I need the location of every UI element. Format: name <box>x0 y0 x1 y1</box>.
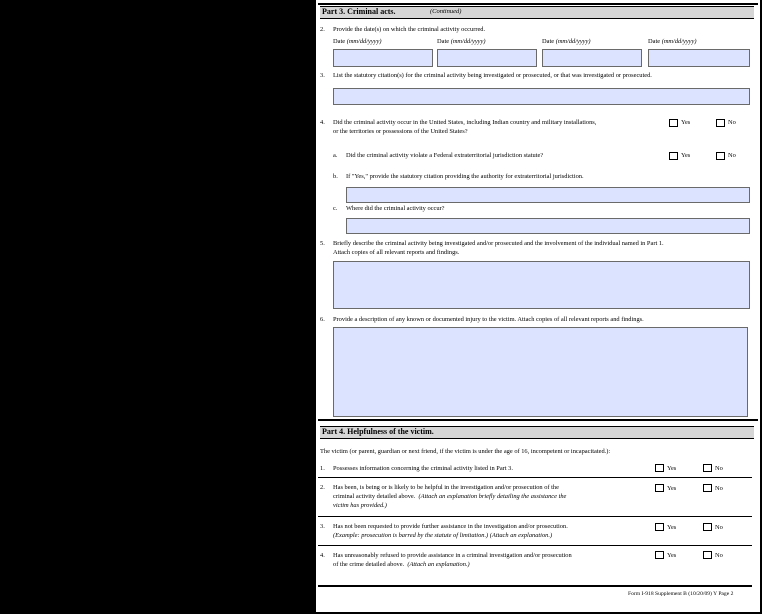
date-label-3: Date (mm/dd/yyyy) <box>542 38 591 45</box>
q3-text: List the statutory citation(s) for the criminal activity being investigated or prosecuted, or that was investigated or prosecuted. <box>333 72 652 79</box>
p4q4-no-label: No <box>715 552 723 559</box>
date-label-2: Date (mm/dd/yyyy) <box>437 38 486 45</box>
p4q3-no-label: No <box>715 524 723 531</box>
footer-rule <box>318 585 752 587</box>
p4q3-number: 3. <box>320 523 325 530</box>
p4q4-no-checkbox[interactable] <box>703 551 712 559</box>
q4-number: 4. <box>320 119 325 126</box>
p4-row-rule-1 <box>318 477 752 478</box>
p4q2-yes-label: Yes <box>667 485 677 492</box>
activity-location-field[interactable] <box>346 218 750 234</box>
date-field-3[interactable] <box>542 49 642 67</box>
q5-text-line1: Briefly describe the criminal activity being investigated and/or prosecuted and the involvement of the individual named in Part 1. <box>333 240 664 247</box>
q2-number: 2. <box>320 26 325 33</box>
date-field-2[interactable] <box>437 49 537 67</box>
p4q1-yes-checkbox[interactable] <box>655 464 664 472</box>
p4q2-yes-checkbox[interactable] <box>655 484 664 492</box>
p4q4-text-line2: of the crime detailed above. (Attach an explanation.) <box>333 561 470 568</box>
form-footer: Form I-918 Supplement B (10/20/09) Y Page 2 <box>628 591 734 597</box>
part3-title: Part 3. Criminal acts. <box>322 7 396 16</box>
q4-yes-checkbox[interactable] <box>669 119 678 127</box>
statutory-citation-field[interactable] <box>333 88 750 105</box>
p4q2-no-label: No <box>715 485 723 492</box>
part4-header <box>320 426 754 439</box>
q6-number: 6. <box>320 316 325 323</box>
p4q2-text-line1: Has been, is being or is likely to be helpful in the investigation and/or prosecution of the <box>333 484 559 491</box>
q4b-letter: b. <box>333 173 338 180</box>
q5-number: 5. <box>320 240 325 247</box>
p4q1-no-label: No <box>715 465 723 472</box>
p4-row-rule-2 <box>318 516 752 517</box>
q4a-yes-checkbox[interactable] <box>669 152 678 160</box>
date-field-4[interactable] <box>648 49 750 67</box>
q6-text: Provide a description of any known or documented injury to the victim. Attach copies of all relevant reports and findings. <box>333 316 644 323</box>
p4q2-no-checkbox[interactable] <box>703 484 712 492</box>
p4-row-rule-3 <box>318 545 752 546</box>
p4q3-text-line1: Has not been requested to provide further assistance in the investigation and/or prosecution. <box>333 523 568 530</box>
extraterritorial-citation-field[interactable] <box>346 187 750 203</box>
p4q4-yes-label: Yes <box>667 552 677 559</box>
date-field-1[interactable] <box>333 49 433 67</box>
part4-top-rule <box>318 419 758 421</box>
q4-text-line2: or the territories or possessions of the United States? <box>333 128 468 135</box>
p4q1-text: Possesses information concerning the criminal activity listed in Part 3. <box>333 465 513 472</box>
part3-top-rule <box>318 3 758 5</box>
q4b-text: If "Yes," provide the statutory citation providing the authority for extraterritorial jurisdiction. <box>346 173 584 180</box>
q4c-letter: c. <box>333 205 338 212</box>
q4a-no-label: No <box>728 152 736 159</box>
p4q4-number: 4. <box>320 552 325 559</box>
q5-text-line2: Attach copies of all relevant reports and findings. <box>333 249 460 256</box>
part4-intro: The victim (or parent, guardian or next friend, if the victim is under the age of 16, incompetent or incapacitated.): <box>320 448 611 455</box>
p4q3-yes-label: Yes <box>667 524 677 531</box>
p4q4-yes-checkbox[interactable] <box>655 551 664 559</box>
p4q3-no-checkbox[interactable] <box>703 523 712 531</box>
q2-text: Provide the date(s) on which the criminal activity occurred. <box>333 26 486 33</box>
date-label-1: Date (mm/dd/yyyy) <box>333 38 382 45</box>
q4a-text: Did the criminal activity violate a Federal extraterritorial jurisdiction statute? <box>346 152 544 159</box>
q4a-yes-label: Yes <box>681 152 691 159</box>
part4-title: Part 4. Helpfulness of the victim. <box>322 427 434 436</box>
q4a-no-checkbox[interactable] <box>716 152 725 160</box>
part3-header <box>320 6 754 19</box>
p4q4-text-line1: Has unreasonably refused to provide assistance in a criminal investigation and/or prosecution <box>333 552 572 559</box>
q3-number: 3. <box>320 72 325 79</box>
q4-text-line1: Did the criminal activity occur in the United States, including Indian country and military installations, <box>333 119 597 126</box>
p4q1-yes-label: Yes <box>667 465 677 472</box>
criminal-activity-description-field[interactable] <box>333 261 750 309</box>
date-label-4: Date (mm/dd/yyyy) <box>648 38 697 45</box>
p4q3-note: (Example: prosecution is barred by the statute of limitation.) (Attach an explanation.) <box>333 532 553 539</box>
p4q2-text-line2: criminal activity detailed above. (Attach an explanation briefly detailing the assistance the <box>333 493 567 500</box>
p4q3-yes-checkbox[interactable] <box>655 523 664 531</box>
p4q2-note-line2: victim has provided.) <box>333 502 387 509</box>
p4q1-no-checkbox[interactable] <box>703 464 712 472</box>
p4q1-number: 1. <box>320 465 325 472</box>
injury-description-field[interactable] <box>333 327 748 417</box>
p4q2-number: 2. <box>320 484 325 491</box>
q4-no-checkbox[interactable] <box>716 119 725 127</box>
q4c-text: Where did the criminal activity occur? <box>346 205 445 212</box>
q4-yes-label: Yes <box>681 119 691 126</box>
q4a-letter: a. <box>333 152 338 159</box>
q4-no-label: No <box>728 119 736 126</box>
part3-continued: (Continued) <box>430 8 462 15</box>
